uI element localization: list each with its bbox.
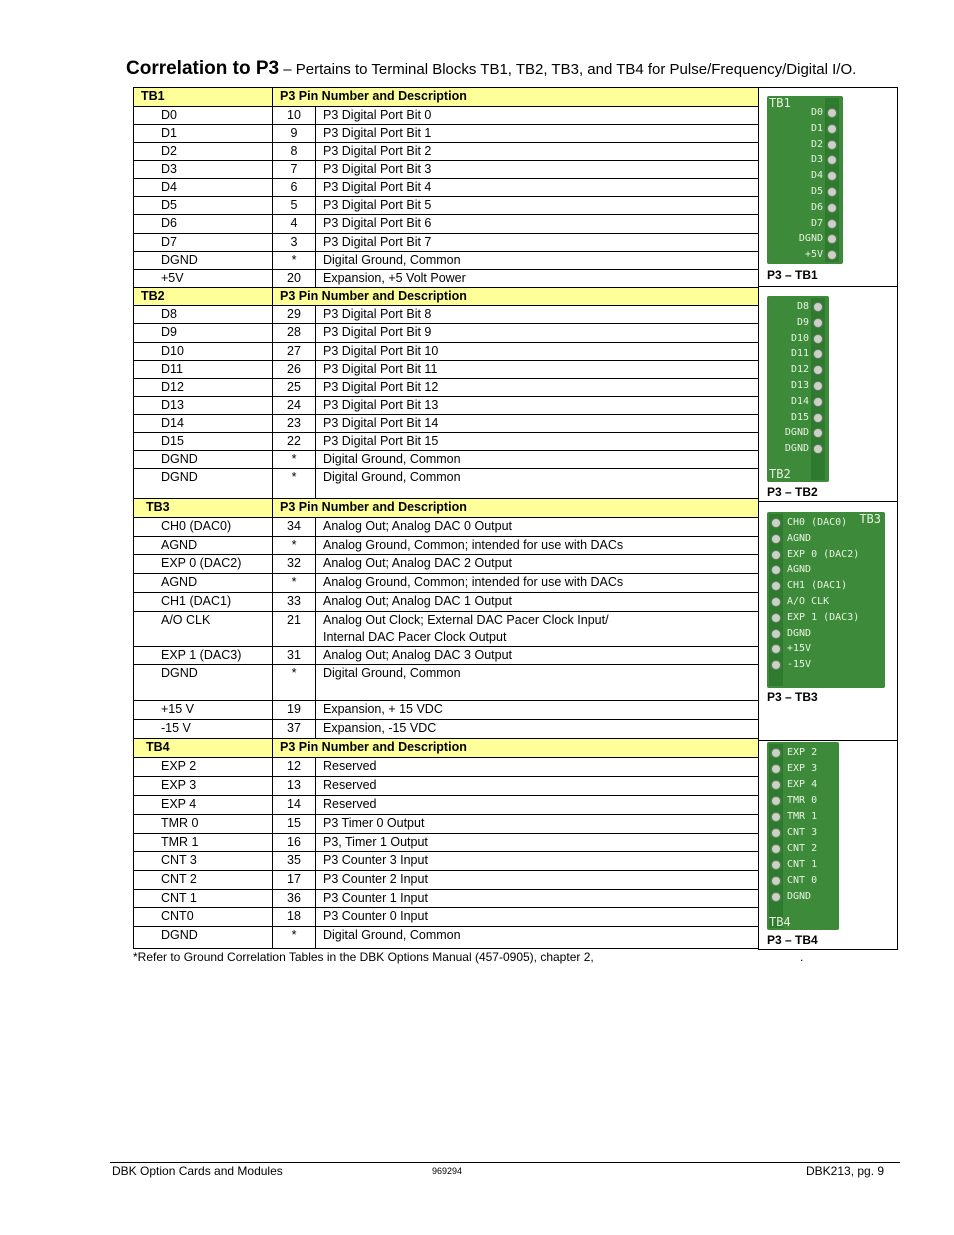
terminal-block-name: TB4 bbox=[134, 739, 273, 758]
terminal-label: D2 bbox=[810, 138, 823, 150]
table-row bbox=[134, 796, 759, 815]
terminal-label: D3 bbox=[810, 154, 823, 166]
footer-page: DBK213, pg. 9 bbox=[806, 1164, 885, 1178]
table-row bbox=[134, 927, 759, 949]
pin-number: 18 bbox=[273, 908, 316, 927]
screw-terminal-icon bbox=[827, 124, 837, 134]
screw-terminal-icon bbox=[813, 302, 823, 312]
screw-terminal-icon bbox=[771, 550, 781, 560]
table-row bbox=[134, 537, 759, 555]
table-row bbox=[134, 179, 759, 197]
photo-caption: P3 – TB4 bbox=[767, 933, 818, 947]
terminal-label: DGND bbox=[787, 891, 812, 902]
table-row bbox=[134, 701, 759, 720]
terminal-label: EXP 0 (DAC2) bbox=[787, 548, 860, 560]
terminal-block-title: TB3 bbox=[859, 512, 881, 526]
signal-name: CNT0 bbox=[134, 908, 273, 927]
signal-name: D15 bbox=[134, 433, 273, 451]
terminal-block-photo bbox=[767, 96, 843, 264]
signal-name: CNT 3 bbox=[134, 852, 273, 871]
pin-number: 21 bbox=[273, 612, 316, 647]
pin-description: Analog Ground, Common; intended for use with DACs bbox=[316, 574, 759, 593]
terminal-label: CNT 3 bbox=[787, 827, 818, 838]
photo-caption: P3 – TB3 bbox=[767, 690, 818, 704]
table-header-row bbox=[134, 739, 759, 758]
signal-name: CH0 (DAC0) bbox=[134, 518, 273, 537]
screw-terminal-icon bbox=[827, 219, 837, 229]
terminal-block-title: TB4 bbox=[769, 915, 791, 929]
table-row bbox=[134, 518, 759, 537]
signal-name: EXP 1 (DAC3) bbox=[134, 647, 273, 665]
table-row bbox=[134, 908, 759, 927]
table-row bbox=[134, 720, 759, 739]
pin-description: Reserved bbox=[316, 777, 759, 796]
signal-name: +5V bbox=[134, 270, 273, 288]
table-row bbox=[134, 361, 759, 379]
pin-description: P3 Counter 3 Input bbox=[316, 852, 759, 871]
table-row bbox=[134, 665, 759, 701]
screw-terminal-icon bbox=[771, 828, 781, 838]
pin-description: P3 Digital Port Bit 4 bbox=[316, 179, 759, 197]
terminal-label: TMR 0 bbox=[787, 795, 818, 806]
pin-number: 23 bbox=[273, 415, 316, 433]
table-header-row bbox=[134, 88, 759, 107]
terminal-label: DGND bbox=[798, 233, 823, 245]
screw-terminal-icon bbox=[813, 334, 823, 344]
section-heading bbox=[126, 58, 856, 80]
pin-number: 14 bbox=[273, 796, 316, 815]
table-row bbox=[134, 871, 759, 890]
screw-terminal-icon bbox=[771, 764, 781, 774]
pin-description: Digital Ground, Common bbox=[316, 927, 759, 949]
pin-description: Reserved bbox=[316, 758, 759, 777]
signal-name: D5 bbox=[134, 197, 273, 215]
pin-number: 24 bbox=[273, 397, 316, 415]
screw-terminal-icon bbox=[771, 860, 781, 870]
table-row bbox=[134, 415, 759, 433]
signal-name: CNT 2 bbox=[134, 871, 273, 890]
signal-name: CNT 1 bbox=[134, 890, 273, 908]
screw-terminal-icon bbox=[827, 140, 837, 150]
table-row bbox=[134, 324, 759, 343]
signal-name: D1 bbox=[134, 125, 273, 143]
pin-number: * bbox=[273, 574, 316, 593]
table-row bbox=[134, 574, 759, 593]
screw-terminal-icon bbox=[771, 796, 781, 806]
footer-left: DBK Option Cards and Modules bbox=[112, 1164, 283, 1178]
pin-description: Digital Ground, Common bbox=[316, 469, 759, 499]
terminal-label: +15V bbox=[787, 643, 812, 655]
pin-description: P3 Timer 0 Output bbox=[316, 815, 759, 834]
table-row bbox=[134, 555, 759, 574]
terminal-label: EXP 4 bbox=[787, 779, 818, 790]
pin-number: * bbox=[273, 469, 316, 499]
terminal-label: -15V bbox=[787, 659, 812, 671]
signal-name: -15 V bbox=[134, 720, 273, 739]
pin-number: 9 bbox=[273, 125, 316, 143]
table-row bbox=[134, 397, 759, 415]
pin-description: P3 Digital Port Bit 13 bbox=[316, 397, 759, 415]
pin-number: 16 bbox=[273, 834, 316, 852]
signal-name: DGND bbox=[134, 469, 273, 499]
terminal-label: CNT 0 bbox=[787, 875, 818, 886]
footnote: *Refer to Ground Correlation Tables in the DBK Options Manual (457-0905), chapter 2, bbox=[133, 950, 594, 964]
terminal-label: EXP 2 bbox=[787, 747, 818, 758]
signal-name: A/O CLK bbox=[134, 612, 273, 647]
terminal-label: CH0 (DAC0) bbox=[787, 517, 848, 528]
pin-number: 32 bbox=[273, 555, 316, 574]
table-row bbox=[134, 758, 759, 777]
signal-name: +15 V bbox=[134, 701, 273, 720]
signal-name: D12 bbox=[134, 379, 273, 397]
signal-name: D4 bbox=[134, 179, 273, 197]
pin-description: P3 Digital Port Bit 3 bbox=[316, 161, 759, 179]
terminal-label: TMR 1 bbox=[787, 811, 818, 822]
terminal-label: CH1 (DAC1) bbox=[787, 580, 848, 592]
signal-name: DGND bbox=[134, 252, 273, 270]
terminal-label: AGND bbox=[787, 564, 812, 576]
table-row bbox=[134, 890, 759, 908]
pin-number: * bbox=[273, 451, 316, 469]
photo-caption: P3 – TB1 bbox=[767, 268, 818, 282]
table-row bbox=[134, 815, 759, 834]
table-row bbox=[134, 777, 759, 796]
pin-description: P3 Digital Port Bit 11 bbox=[316, 361, 759, 379]
terminal-label: EXP 1 (DAC3) bbox=[787, 611, 860, 623]
screw-terminal-icon bbox=[771, 597, 781, 607]
table-row bbox=[134, 834, 759, 852]
pin-description: Digital Ground, Common bbox=[316, 451, 759, 469]
signal-name: D6 bbox=[134, 215, 273, 234]
terminal-block-photo bbox=[767, 512, 885, 688]
pin-description: Digital Ground, Common bbox=[316, 665, 759, 701]
terminal-block-photo bbox=[767, 296, 829, 482]
terminal-label: DGND bbox=[787, 627, 812, 639]
pin-description: P3 Counter 1 Input bbox=[316, 890, 759, 908]
terminal-block-name: TB1 bbox=[134, 88, 273, 107]
table-row bbox=[134, 234, 759, 252]
terminal-label: D9 bbox=[796, 316, 809, 328]
signal-name: DGND bbox=[134, 665, 273, 701]
pin-description: P3 Digital Port Bit 2 bbox=[316, 143, 759, 161]
photo-panel-tb4 bbox=[758, 740, 898, 950]
terminal-label: D6 bbox=[810, 201, 823, 213]
pin-description: Expansion, +5 Volt Power bbox=[316, 270, 759, 288]
photo-panel-tb1 bbox=[758, 87, 898, 287]
column-header: P3 Pin Number and Description bbox=[273, 499, 759, 518]
terminal-label: D7 bbox=[810, 217, 823, 229]
pin-number: * bbox=[273, 927, 316, 949]
pin-description: Analog Out; Analog DAC 0 Output bbox=[316, 518, 759, 537]
table-row bbox=[134, 107, 759, 125]
pin-description: P3 Digital Port Bit 0 bbox=[316, 107, 759, 125]
terminal-label: CNT 1 bbox=[787, 859, 818, 870]
pin-table bbox=[133, 87, 759, 949]
pin-number: 6 bbox=[273, 179, 316, 197]
pin-number: 33 bbox=[273, 593, 316, 612]
pin-description: P3 Digital Port Bit 12 bbox=[316, 379, 759, 397]
terminal-block-name: TB3 bbox=[134, 499, 273, 518]
table-header-row bbox=[134, 499, 759, 518]
table-row bbox=[134, 143, 759, 161]
signal-name: AGND bbox=[134, 537, 273, 555]
pin-number: 7 bbox=[273, 161, 316, 179]
column-header: P3 Pin Number and Description bbox=[273, 288, 759, 306]
pin-description: P3 Counter 2 Input bbox=[316, 871, 759, 890]
pin-description: P3 Digital Port Bit 5 bbox=[316, 197, 759, 215]
screw-terminal-icon bbox=[771, 748, 781, 758]
terminal-label: A/O CLK bbox=[787, 596, 830, 607]
screw-terminal-icon bbox=[771, 534, 781, 544]
terminal-block-title: TB1 bbox=[769, 96, 791, 110]
screw-terminal-icon bbox=[827, 203, 837, 213]
pin-description: P3, Timer 1 Output bbox=[316, 834, 759, 852]
terminal-label: D13 bbox=[790, 380, 809, 391]
table-row bbox=[134, 161, 759, 179]
pin-number: 31 bbox=[273, 647, 316, 665]
table-row bbox=[134, 852, 759, 871]
pin-number: 34 bbox=[273, 518, 316, 537]
pin-number: * bbox=[273, 252, 316, 270]
signal-name: D3 bbox=[134, 161, 273, 179]
screw-terminal-icon bbox=[771, 812, 781, 822]
pin-description: Analog Out Clock; External DAC Pacer Clock Input/ Internal DAC Pacer Clock Output bbox=[316, 612, 759, 647]
terminal-block-name: TB2 bbox=[134, 288, 273, 306]
pin-number: 13 bbox=[273, 777, 316, 796]
pin-description: Analog Out; Analog DAC 2 Output bbox=[316, 555, 759, 574]
screw-terminal-icon bbox=[771, 613, 781, 623]
terminal-label: D1 bbox=[810, 122, 823, 134]
pin-number: 28 bbox=[273, 324, 316, 343]
pin-number: 22 bbox=[273, 433, 316, 451]
tables-container bbox=[133, 87, 758, 949]
signal-name: AGND bbox=[134, 574, 273, 593]
signal-name: TMR 0 bbox=[134, 815, 273, 834]
pin-description: P3 Digital Port Bit 7 bbox=[316, 234, 759, 252]
terminal-label: D0 bbox=[810, 107, 823, 118]
pin-description: P3 Digital Port Bit 15 bbox=[316, 433, 759, 451]
column-header: P3 Pin Number and Description bbox=[273, 739, 759, 758]
terminal-label: EXP 3 bbox=[787, 763, 818, 774]
pin-number: 36 bbox=[273, 890, 316, 908]
screw-terminal-icon bbox=[813, 318, 823, 328]
terminal-label: D15 bbox=[790, 411, 809, 423]
pin-description: P3 Counter 0 Input bbox=[316, 908, 759, 927]
table-row bbox=[134, 379, 759, 397]
terminal-label: D11 bbox=[790, 348, 809, 360]
terminal-block-photo bbox=[767, 742, 839, 930]
photo-panel-tb3 bbox=[758, 501, 898, 741]
signal-name: D14 bbox=[134, 415, 273, 433]
pin-number: 26 bbox=[273, 361, 316, 379]
pin-number: 20 bbox=[273, 270, 316, 288]
photo-panel-tb2 bbox=[758, 286, 898, 502]
footnote-end: . bbox=[800, 950, 804, 964]
signal-name: EXP 2 bbox=[134, 758, 273, 777]
screw-terminal-icon bbox=[813, 413, 823, 423]
pin-description: Digital Ground, Common bbox=[316, 252, 759, 270]
pin-description: Analog Out; Analog DAC 3 Output bbox=[316, 647, 759, 665]
signal-name: D9 bbox=[134, 324, 273, 343]
footer-doc-number: 969294 bbox=[432, 1166, 463, 1176]
pin-description: P3 Digital Port Bit 9 bbox=[316, 324, 759, 343]
pin-number: * bbox=[273, 537, 316, 555]
terminal-label: D8 bbox=[796, 301, 809, 312]
terminal-block-title: TB2 bbox=[769, 467, 791, 481]
screw-terminal-icon bbox=[771, 629, 781, 639]
terminal-label: AGND bbox=[787, 532, 812, 544]
pin-number: 27 bbox=[273, 343, 316, 361]
table-header-row bbox=[134, 288, 759, 306]
signal-name: D10 bbox=[134, 343, 273, 361]
table-row bbox=[134, 343, 759, 361]
table-row bbox=[134, 270, 759, 288]
terminal-label: D14 bbox=[790, 395, 809, 407]
signal-name: EXP 4 bbox=[134, 796, 273, 815]
table-row bbox=[134, 252, 759, 270]
terminal-label: D12 bbox=[790, 364, 809, 376]
terminal-label: DGND bbox=[784, 443, 809, 455]
pin-description: Analog Ground, Common; intended for use with DACs bbox=[316, 537, 759, 555]
signal-name: DGND bbox=[134, 927, 273, 949]
terminal-label: D4 bbox=[810, 170, 823, 182]
screw-terminal-icon bbox=[813, 381, 823, 391]
table-row bbox=[134, 593, 759, 612]
screw-terminal-icon bbox=[771, 518, 781, 528]
signal-name: D2 bbox=[134, 143, 273, 161]
signal-name: EXP 3 bbox=[134, 777, 273, 796]
section-title: Correlation to P3 bbox=[126, 58, 280, 79]
signal-name: CH1 (DAC1) bbox=[134, 593, 273, 612]
section-subtitle: – Pertains to Terminal Blocks TB1, TB2, TB3, and TB4 for Pulse/Frequency/Digital I/O. bbox=[279, 61, 857, 78]
table-row bbox=[134, 612, 759, 647]
photo-caption: P3 – TB2 bbox=[767, 485, 818, 499]
table-row bbox=[134, 451, 759, 469]
pin-number: 25 bbox=[273, 379, 316, 397]
table-row bbox=[134, 215, 759, 234]
signal-name: DGND bbox=[134, 451, 273, 469]
pin-description: Expansion, + 15 VDC bbox=[316, 701, 759, 720]
terminal-label: +5V bbox=[804, 249, 823, 261]
pin-number: 17 bbox=[273, 871, 316, 890]
pin-number: 35 bbox=[273, 852, 316, 871]
screw-terminal-icon bbox=[813, 397, 823, 407]
pin-description: P3 Digital Port Bit 8 bbox=[316, 306, 759, 324]
terminal-label: DGND bbox=[784, 427, 809, 439]
table-row bbox=[134, 469, 759, 499]
pin-description: P3 Digital Port Bit 1 bbox=[316, 125, 759, 143]
screw-terminal-icon bbox=[827, 108, 837, 118]
terminal-label: D10 bbox=[790, 332, 809, 344]
footer-divider bbox=[110, 1162, 900, 1163]
screw-terminal-icon bbox=[827, 187, 837, 197]
pin-description: Analog Out; Analog DAC 1 Output bbox=[316, 593, 759, 612]
signal-name: D8 bbox=[134, 306, 273, 324]
pin-number: 15 bbox=[273, 815, 316, 834]
pin-description: Reserved bbox=[316, 796, 759, 815]
table-row bbox=[134, 306, 759, 324]
pin-description: P3 Digital Port Bit 10 bbox=[316, 343, 759, 361]
screw-terminal-icon bbox=[771, 892, 781, 902]
pin-description: P3 Digital Port Bit 14 bbox=[316, 415, 759, 433]
pin-description: P3 Digital Port Bit 6 bbox=[316, 215, 759, 234]
pin-number: 29 bbox=[273, 306, 316, 324]
column-header: P3 Pin Number and Description bbox=[273, 88, 759, 107]
pin-number: 37 bbox=[273, 720, 316, 739]
signal-name: TMR 1 bbox=[134, 834, 273, 852]
pin-number: 5 bbox=[273, 197, 316, 215]
pin-number: 4 bbox=[273, 215, 316, 234]
screw-terminal-icon bbox=[771, 780, 781, 790]
screw-terminal-icon bbox=[771, 844, 781, 854]
terminal-label: D5 bbox=[810, 186, 823, 197]
pin-number: 8 bbox=[273, 143, 316, 161]
table-row bbox=[134, 433, 759, 451]
signal-name: D0 bbox=[134, 107, 273, 125]
pin-number: 19 bbox=[273, 701, 316, 720]
pin-number: 10 bbox=[273, 107, 316, 125]
signal-name: D13 bbox=[134, 397, 273, 415]
screw-terminal-icon bbox=[771, 876, 781, 886]
signal-name: D11 bbox=[134, 361, 273, 379]
table-row bbox=[134, 647, 759, 665]
terminal-label: CNT 2 bbox=[787, 843, 818, 854]
table-row bbox=[134, 125, 759, 143]
pin-number: * bbox=[273, 665, 316, 701]
signal-name: D7 bbox=[134, 234, 273, 252]
signal-name: EXP 0 (DAC2) bbox=[134, 555, 273, 574]
table-row bbox=[134, 197, 759, 215]
pin-number: 12 bbox=[273, 758, 316, 777]
pin-description: Expansion, -15 VDC bbox=[316, 720, 759, 739]
pin-number: 3 bbox=[273, 234, 316, 252]
